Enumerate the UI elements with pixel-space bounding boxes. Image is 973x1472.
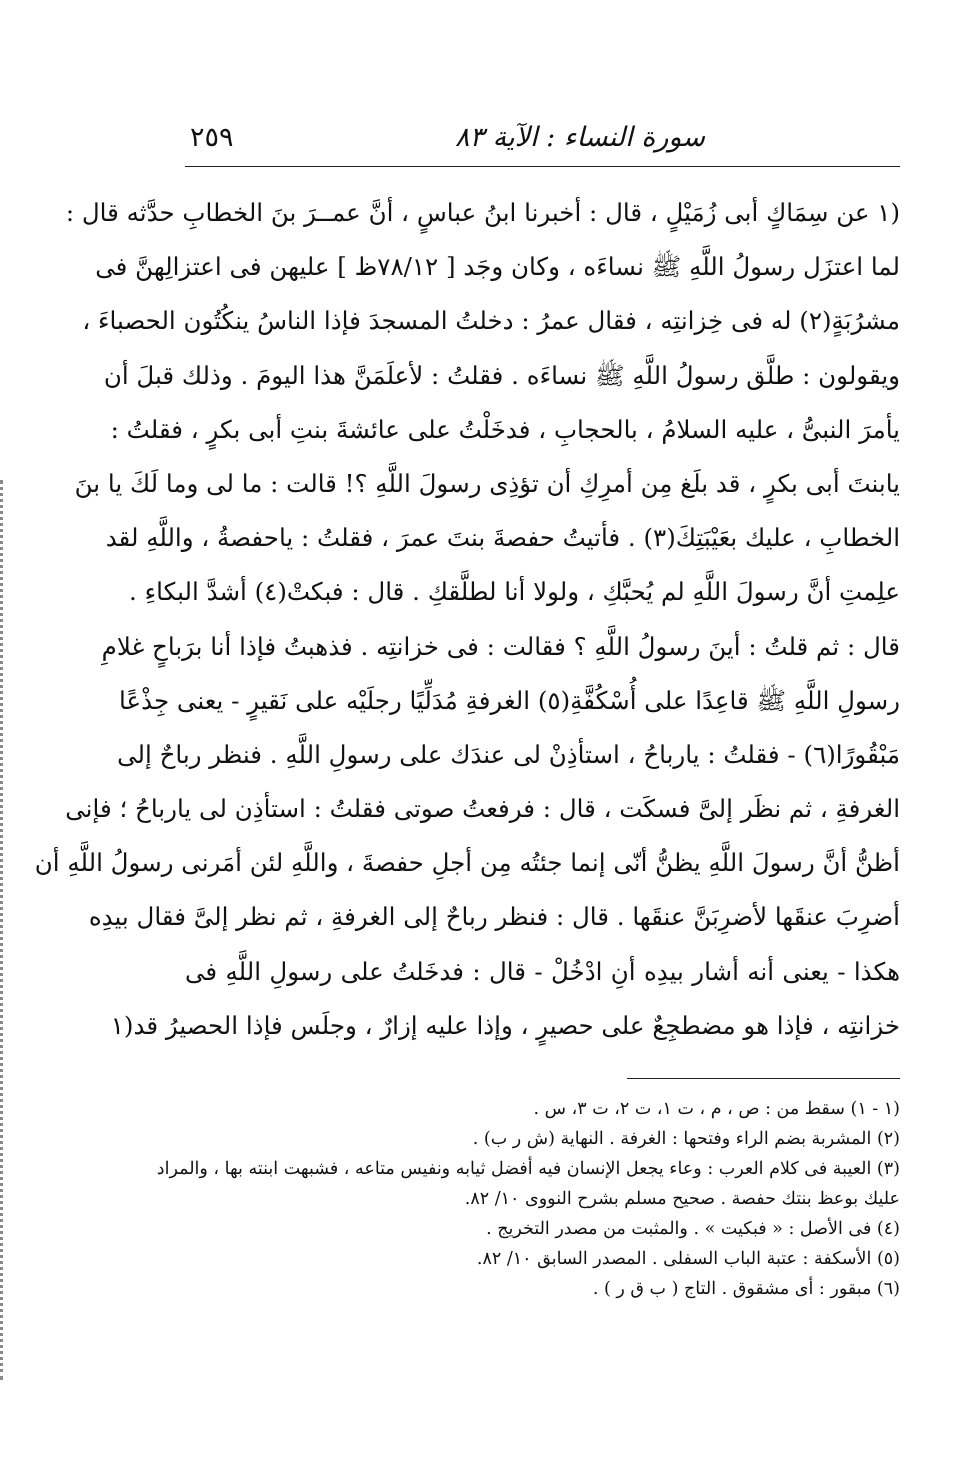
text-line: مشرُبَةٍ(٢) له فى خِزانتِه ، فقال عمرُ : دخلتُ المسجدَ فإذا الناسُ ينكُتُون الحصباءَ ، xyxy=(82,306,900,336)
footnote: (٢) المشربة بضم الراء وفتحها : الغرفة . النهاية (ش ر ب) . xyxy=(472,1129,900,1149)
main-text xyxy=(34,186,900,1053)
text-line: خزانتِه ، فإذا هو مضطجِعٌ على حصيرٍ ، وإذا عليه إزارٌ ، وجلَس فإذا الحصيرُ قد(١ xyxy=(110,1010,900,1040)
running-title: سورة النساء : الآية ٨٣ xyxy=(455,122,705,153)
text-line: أضرِبَ عنقَها لأضرِبَنَّ عنقَها . قال : فنظر رباحٌ إلى الغرفةِ ، ثم نظر إلىَّ فقال بيدِه xyxy=(88,902,900,932)
page-number: ٢٥٩ xyxy=(190,122,234,153)
text-line: الخطابِ ، عليك بعَيْبَتِكَ(٣) . فأتيتُ حفصةَ بنتَ عمرَ ، فقلتُ : ياحفصةُ ، واللَّهِ لقد xyxy=(105,523,900,553)
footnote-continuation: عليك بوعظ بنتك حفصة . صحيح مسلم بشرح النووى ١٠/ ٨٢. xyxy=(464,1189,900,1209)
text-line: قال : ثم قلتُ : أينَ رسولُ اللَّهِ ؟ فقالت : فى خزانتِه . فذهبتُ فإذا أنا برَباحٍ غلامِ xyxy=(101,631,900,661)
text-line: الغرفةِ ، ثم نظَر إلىَّ فسكَت ، قال : فرفعتُ صوتى فقلتُ : استأذِن لى يارباحُ ؛ فإنى xyxy=(65,794,900,824)
page-header xyxy=(180,112,900,160)
text-line: رسولِ اللَّهِ ﷺ قاعِدًا على أُسْكُفَّةِ(٥) الغرفةِ مُدَلِّيًا رجلَيْه على نَقيرٍ - يعنى جِذْعًا xyxy=(119,685,900,715)
footnote-divider xyxy=(627,1078,900,1079)
footnotes xyxy=(156,1094,900,1304)
text-line: هكذا - يعنى أنه أشار بيدِه أنِ ادْخُلْ - قال : فدخَلتُ على رسولِ اللَّهِ فى xyxy=(185,956,900,986)
footnote: (٤) فى الأصل : « فبكيت » . والمثبت من مصدر التخريج . xyxy=(486,1219,900,1239)
footnote: (٦) مبقور : أى مشقوق . التاج ( ب ق ر ) . xyxy=(592,1279,900,1299)
text-line: يابنتَ أبى بكرٍ ، قد بلَغ مِن أمرِكِ أن تؤذِى رسولَ اللَّهِ ؟! قالت : ما لى وما لَكَ يا بنَ xyxy=(74,468,900,498)
binding-edge xyxy=(0,480,19,1380)
text-line: ويقولون : طلَّق رسولُ اللَّهِ ﷺ نساءَه . فقلتُ : لأعلَمَنَّ هذا اليومَ . وذلك قبلَ أن xyxy=(103,360,900,390)
text-line: أظنُّ أنَّ رسولَ اللَّهِ يظنُّ أنّى إنما جئتُه مِن أجلِ حفصةَ ، واللَّهِ لئن أمَرنى رسولُ اللَّهِ أن xyxy=(34,848,900,878)
text-line: (١ عن سِمَاكٍ أبى زُمَيْلٍ ، قال : أخبرنا ابنُ عباسٍ ، أنَّ عمــرَ بنَ الخطابِ حدَّثه قال : xyxy=(65,198,900,227)
footnote: (٣) العيبة فى كلام العرب : وعاء يجعل الإنسان فيه أفضل ثيابه ونفيس متاعه ، فشبهت ابنته بها ، والمراد xyxy=(156,1159,900,1179)
text-line: مَبْقُورًا(٦) - فقلتُ : يارباحُ ، استأذِنْ لى عندَك على رسولِ اللَّهِ . فنظر رباحٌ إلى xyxy=(117,739,900,769)
header-divider xyxy=(185,166,900,167)
text-line: علِمتِ أنَّ رسولَ اللَّهِ لم يُحبَّكِ ، ولولا أنا لطلَّقكِ . قال : فبكتْ(٤) أشدَّ البكاءِ . xyxy=(129,577,900,607)
text-line: يأمرَ النبىُّ ، عليه السلامُ ، بالحجابِ ، فدخَلْتُ على عائشةَ بنتِ أبى بكرٍ ، فقلتُ : xyxy=(110,414,900,444)
footnote: (١ - ١) سقط من : ص ، م ، ت ١، ت ٢، ت ٣، س . xyxy=(533,1099,900,1119)
footnote: (٥) الأسكفة : عتبة الباب السفلى . المصدر السابق ١٠/ ٨٢. xyxy=(476,1249,900,1269)
text-line: لما اعتزَل رسولُ اللَّهِ ﷺ نساءَه ، وكان وجَد [ ٧٨/١٢ظ ] عليهن فى اعتزالِهنَّ فى xyxy=(95,252,900,282)
